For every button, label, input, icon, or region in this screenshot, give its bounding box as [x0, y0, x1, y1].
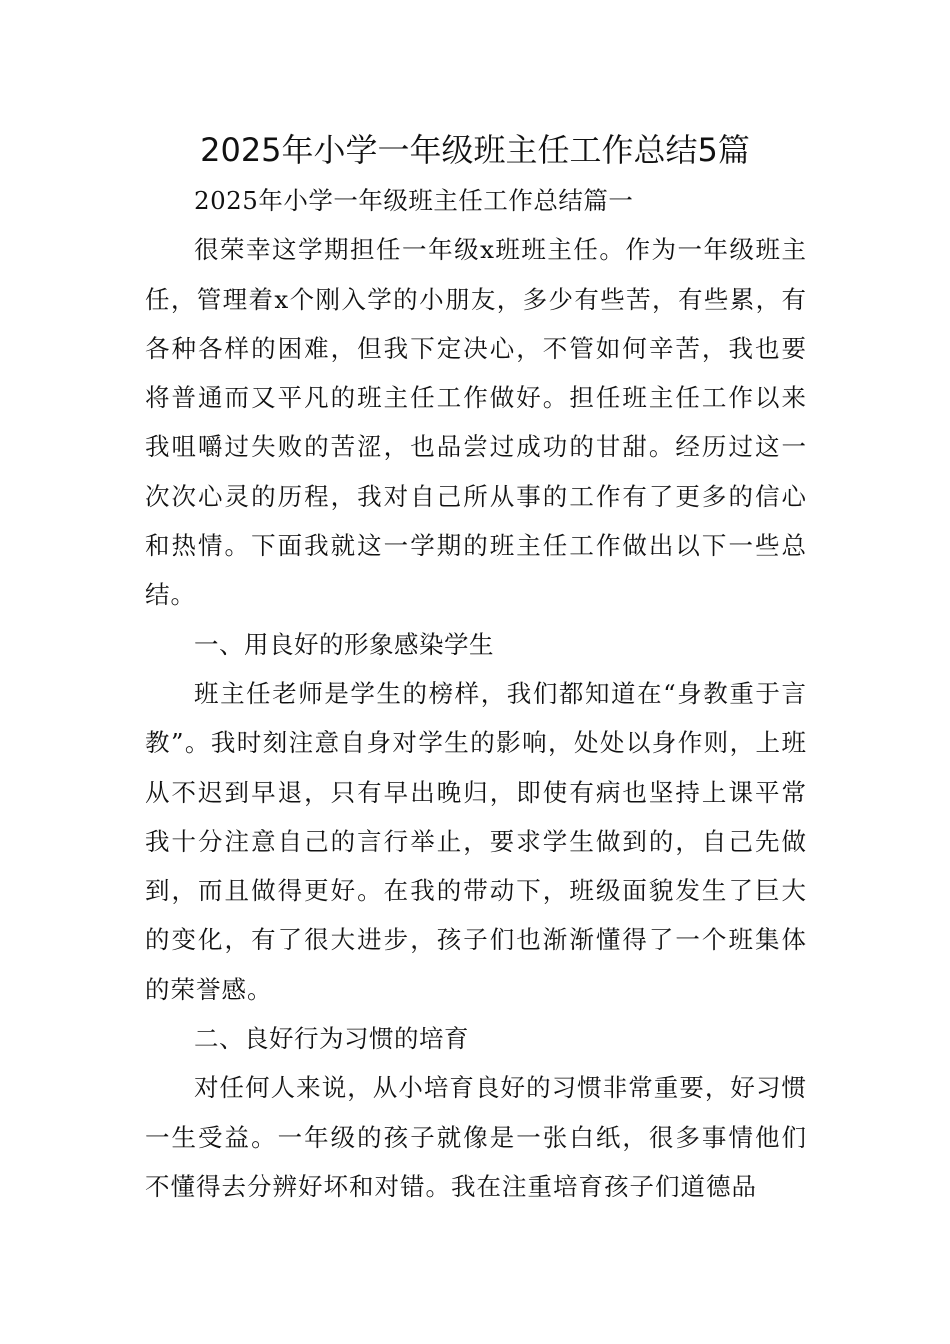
document-body: [145, 176, 807, 1211]
paragraph-intro: 很荣幸这学期担任一年级x班班主任。作为一年级班主任，管理着x个刚入学的小朋友，多少有些苦，有些累，有各种各样的困难，但我下定决心，不管如何辛苦，我也要将普通而又平凡的班主任工作做好。担任班主任工作以来我咀嚼过失败的苦涩，也品尝过成功的甘甜。经历过这一次次心灵的历程，我对自己所从事的工作有了更多的信心和热情。下面我就这一学期的班主任工作做出以下一些总结。: [145, 235, 807, 610]
document-title: 2025年小学一年级班主任工作总结5篇: [200, 131, 750, 169]
paragraph-section-2: 对任何人来说，从小培育良好的习惯非常重要，好习惯一生受益。一年级的孩子就像是一张白纸，很多事情他们不懂得去分辨好坏和对错。我在注重培育孩子们道德品: [145, 1073, 807, 1201]
section-heading-1: 一、用良好的形象感染学生: [194, 629, 494, 659]
section-subtitle: 2025年小学一年级班主任工作总结篇一: [194, 186, 634, 215]
paragraph-section-1: 班主任老师是学生的榜样，我们都知道在“身教重于言教”。我时刻注意自身对学生的影响，处处以身作则，上班从不迟到早退，只有早出晚归，即使有病也坚持上课平常我十分注意自己的言行举止，要求学生做到的，自己先做到，而且做得更好。在我的带动下，班级面貌发生了巨大的变化，有了很大进步，孩子们也渐渐懂得了一个班集体的荣誉感。: [145, 678, 807, 1004]
section-heading-2: 二、良好行为习惯的培育: [194, 1024, 469, 1054]
